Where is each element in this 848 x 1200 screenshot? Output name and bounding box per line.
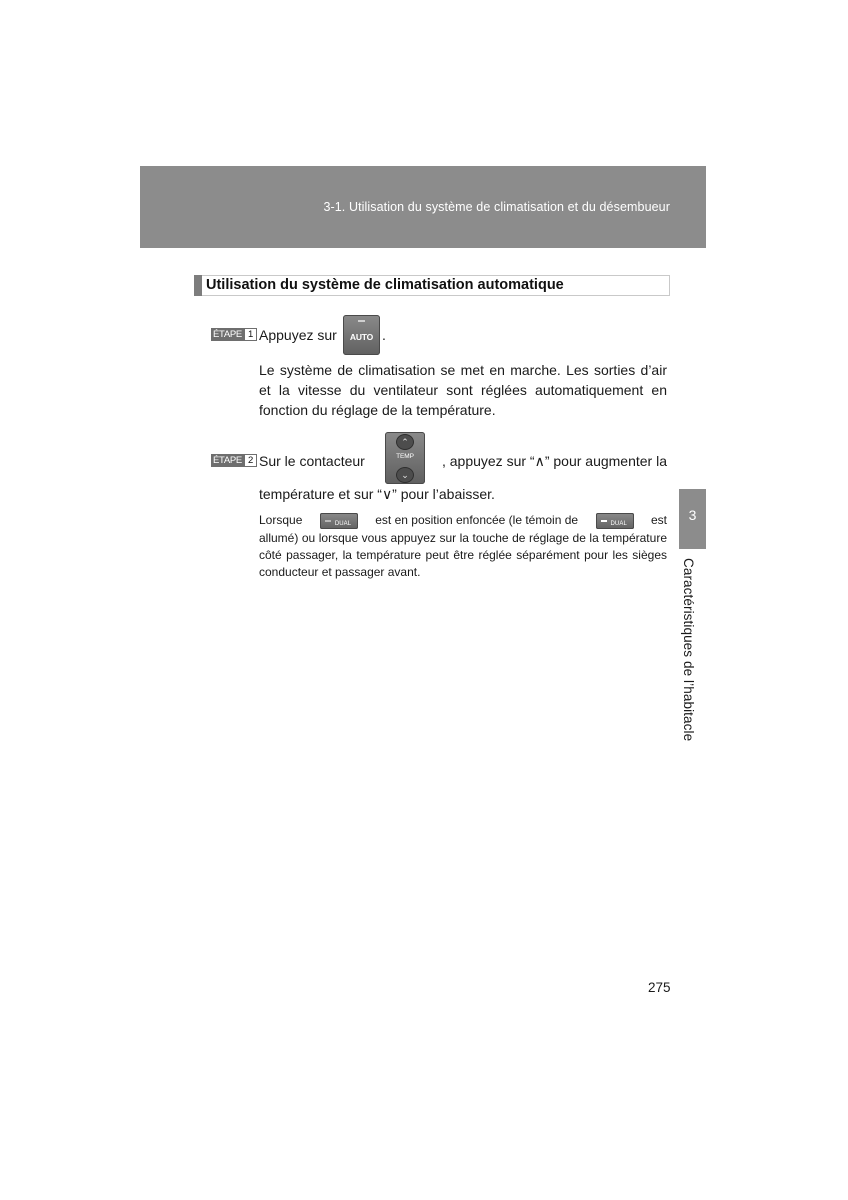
chapter-title: Caractéristiques de l’habitacle bbox=[681, 558, 696, 742]
step-1-badge bbox=[211, 328, 257, 341]
step-2-text-before: Sur le contacteur bbox=[259, 453, 365, 469]
dual-indicator-slot bbox=[596, 513, 634, 529]
page-number: 275 bbox=[648, 980, 671, 995]
step-2-text-line2: température et sur “∨” pour l’abaisser. bbox=[259, 486, 495, 502]
dual-indicator-lit-icon bbox=[601, 520, 607, 522]
dual-indicator-icon bbox=[325, 520, 331, 522]
step-badge-number: 2 bbox=[244, 454, 257, 467]
dual-button-slot bbox=[320, 513, 358, 529]
note-part-2: est en position enfoncée (le témoin de bbox=[375, 513, 579, 527]
step-badge-number: 1 bbox=[244, 328, 257, 341]
note-part-3: est bbox=[650, 513, 667, 527]
step-badge-label: ÉTAPE bbox=[213, 455, 242, 466]
dual-button-label: DUAL bbox=[610, 520, 627, 527]
auto-button-image bbox=[343, 315, 380, 355]
step-badge-label: ÉTAPE bbox=[213, 329, 242, 340]
step-2-badge bbox=[211, 454, 257, 467]
step-1-text-before: Appuyez sur bbox=[259, 327, 337, 343]
section-heading bbox=[194, 275, 670, 296]
note-line-1 bbox=[259, 512, 667, 529]
section-heading-bar bbox=[194, 275, 202, 296]
dual-button-image bbox=[320, 513, 358, 529]
step-2-text-after: , appuyez sur “∧” pour augmenter la bbox=[441, 453, 667, 469]
step-1-description: Le système de climatisation se met en marche. Les sorties d’air et la vitesse du ventilateur sont réglées automatiquement en fonction du réglage de la température. bbox=[259, 362, 667, 418]
section-heading-text: Utilisation du système de climatisation automatique bbox=[206, 277, 564, 293]
auto-button-label: AUTO bbox=[349, 332, 374, 342]
temp-switch-image bbox=[385, 432, 425, 484]
step-1-text-after: . bbox=[382, 327, 386, 343]
chevron-down-icon: ⌄ bbox=[396, 467, 414, 483]
note-rest: allumé) ou lorsque vous appuyez sur la touche de réglage de la température côté passager, la température peut être réglée séparément pour les sièges conducteur et passager avant. bbox=[259, 531, 667, 579]
dual-button-lit-image bbox=[596, 513, 634, 529]
chevron-up-icon: ⌃ bbox=[396, 434, 414, 450]
header-band bbox=[140, 166, 706, 248]
chapter-number: 3 bbox=[688, 507, 697, 523]
chapter-tab bbox=[679, 489, 706, 549]
note-part-1: Lorsque bbox=[259, 513, 303, 527]
header-title: 3-1. Utilisation du système de climatisation et du désembueur bbox=[323, 200, 670, 214]
temp-switch-label: TEMP bbox=[396, 453, 414, 460]
auto-indicator-icon bbox=[358, 320, 365, 322]
dual-button-label: DUAL bbox=[334, 520, 352, 527]
